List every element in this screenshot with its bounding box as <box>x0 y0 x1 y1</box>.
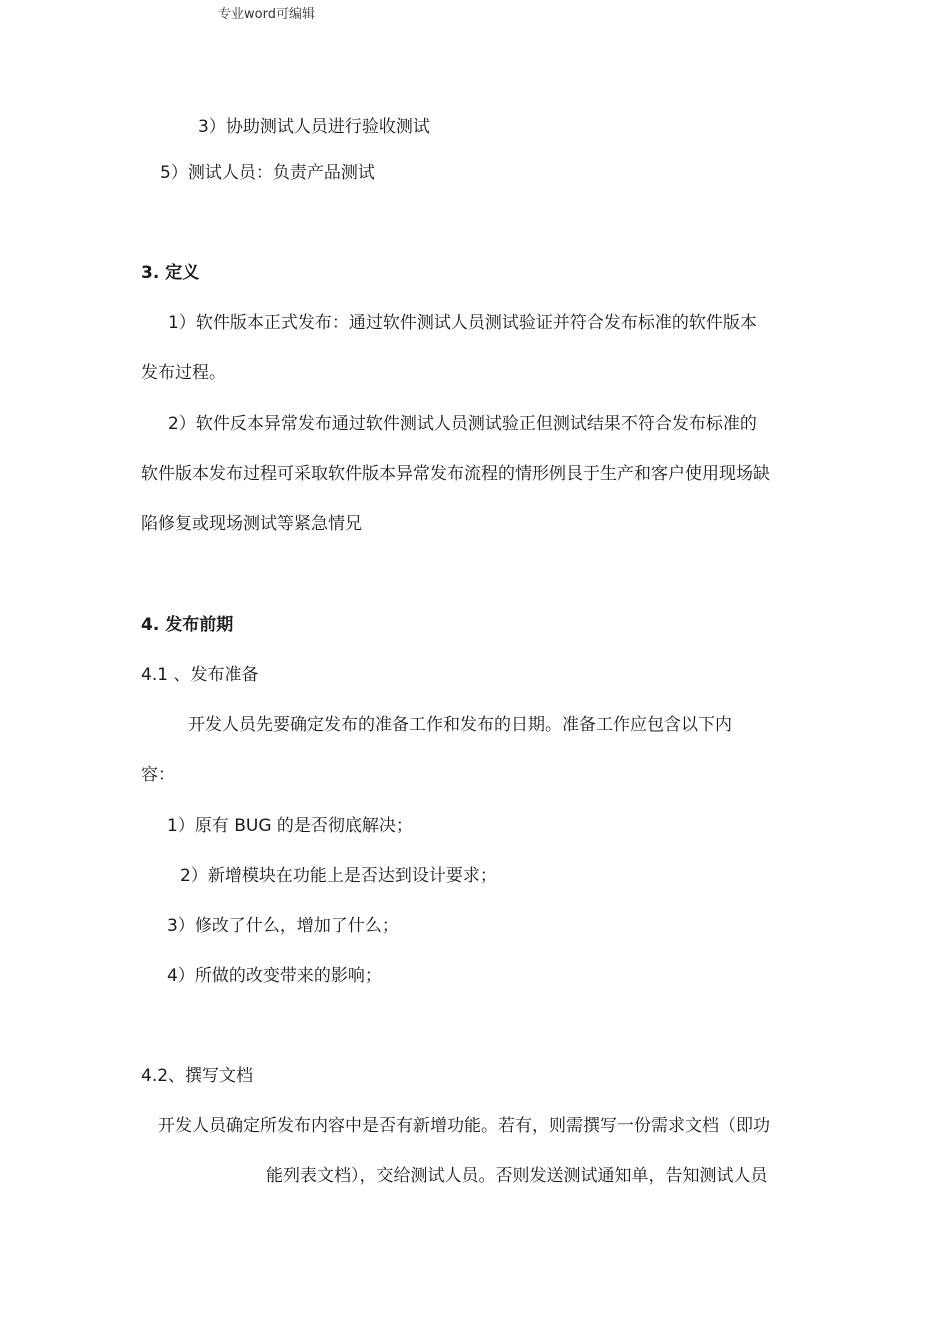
definition-2-line-1: 2）软件反本异常发布通过软件测试人员测试验正但测试结果不符合发布标准的 <box>168 414 757 434</box>
subsection-heading-release-prep: 4.1 、发布准备 <box>141 665 259 685</box>
duty-item-3: 3）协助测试人员进行验收测试 <box>198 117 430 137</box>
prep-paragraph-line-2: 容： <box>141 765 175 785</box>
prep-item-3: 3）修改了什么，增加了什么； <box>167 916 399 936</box>
prep-paragraph-line-1: 开发人员先要确定发布的准备工作和发布的日期。准备工作应包含以下内 <box>188 715 732 735</box>
duty-item-5: 5）测试人员：负责产品测试 <box>160 163 375 183</box>
prep-item-2: 2）新增模块在功能上是否达到设计要求； <box>180 866 497 886</box>
definition-1-line-1: 1）软件版本正式发布：通过软件测试人员测试验证并符合发布标准的软件版本 <box>168 313 757 333</box>
definition-2-line-2: 软件版本发布过程可采取软件版本异常发布流程的情形例艮于生产和客户使用现场缺 <box>141 464 770 484</box>
header-watermark: 专业word可编辑 <box>218 7 315 22</box>
prep-item-4: 4）所做的改变带来的影响； <box>167 966 382 986</box>
section-heading-definitions: 3. 定义 <box>141 263 200 283</box>
subsection-heading-write-docs: 4.2、撰写文档 <box>141 1066 254 1086</box>
section-heading-pre-release: 4. 发布前期 <box>141 615 234 635</box>
docs-paragraph-line-1: 开发人员确定所发布内容中是否有新增功能。若有，则需撰写一份需求文档（即功 <box>158 1116 770 1136</box>
prep-item-1: 1）原有 BUG 的是否彻底解决； <box>167 816 413 836</box>
docs-paragraph-line-2: 能列表文档），交给测试人员。否则发送测试通知单，告知测试人员 <box>266 1166 768 1186</box>
definition-1-line-2: 发布过程。 <box>141 363 226 383</box>
definition-2-line-3: 陷修复或现场测试等紧急情兄 <box>141 514 362 534</box>
